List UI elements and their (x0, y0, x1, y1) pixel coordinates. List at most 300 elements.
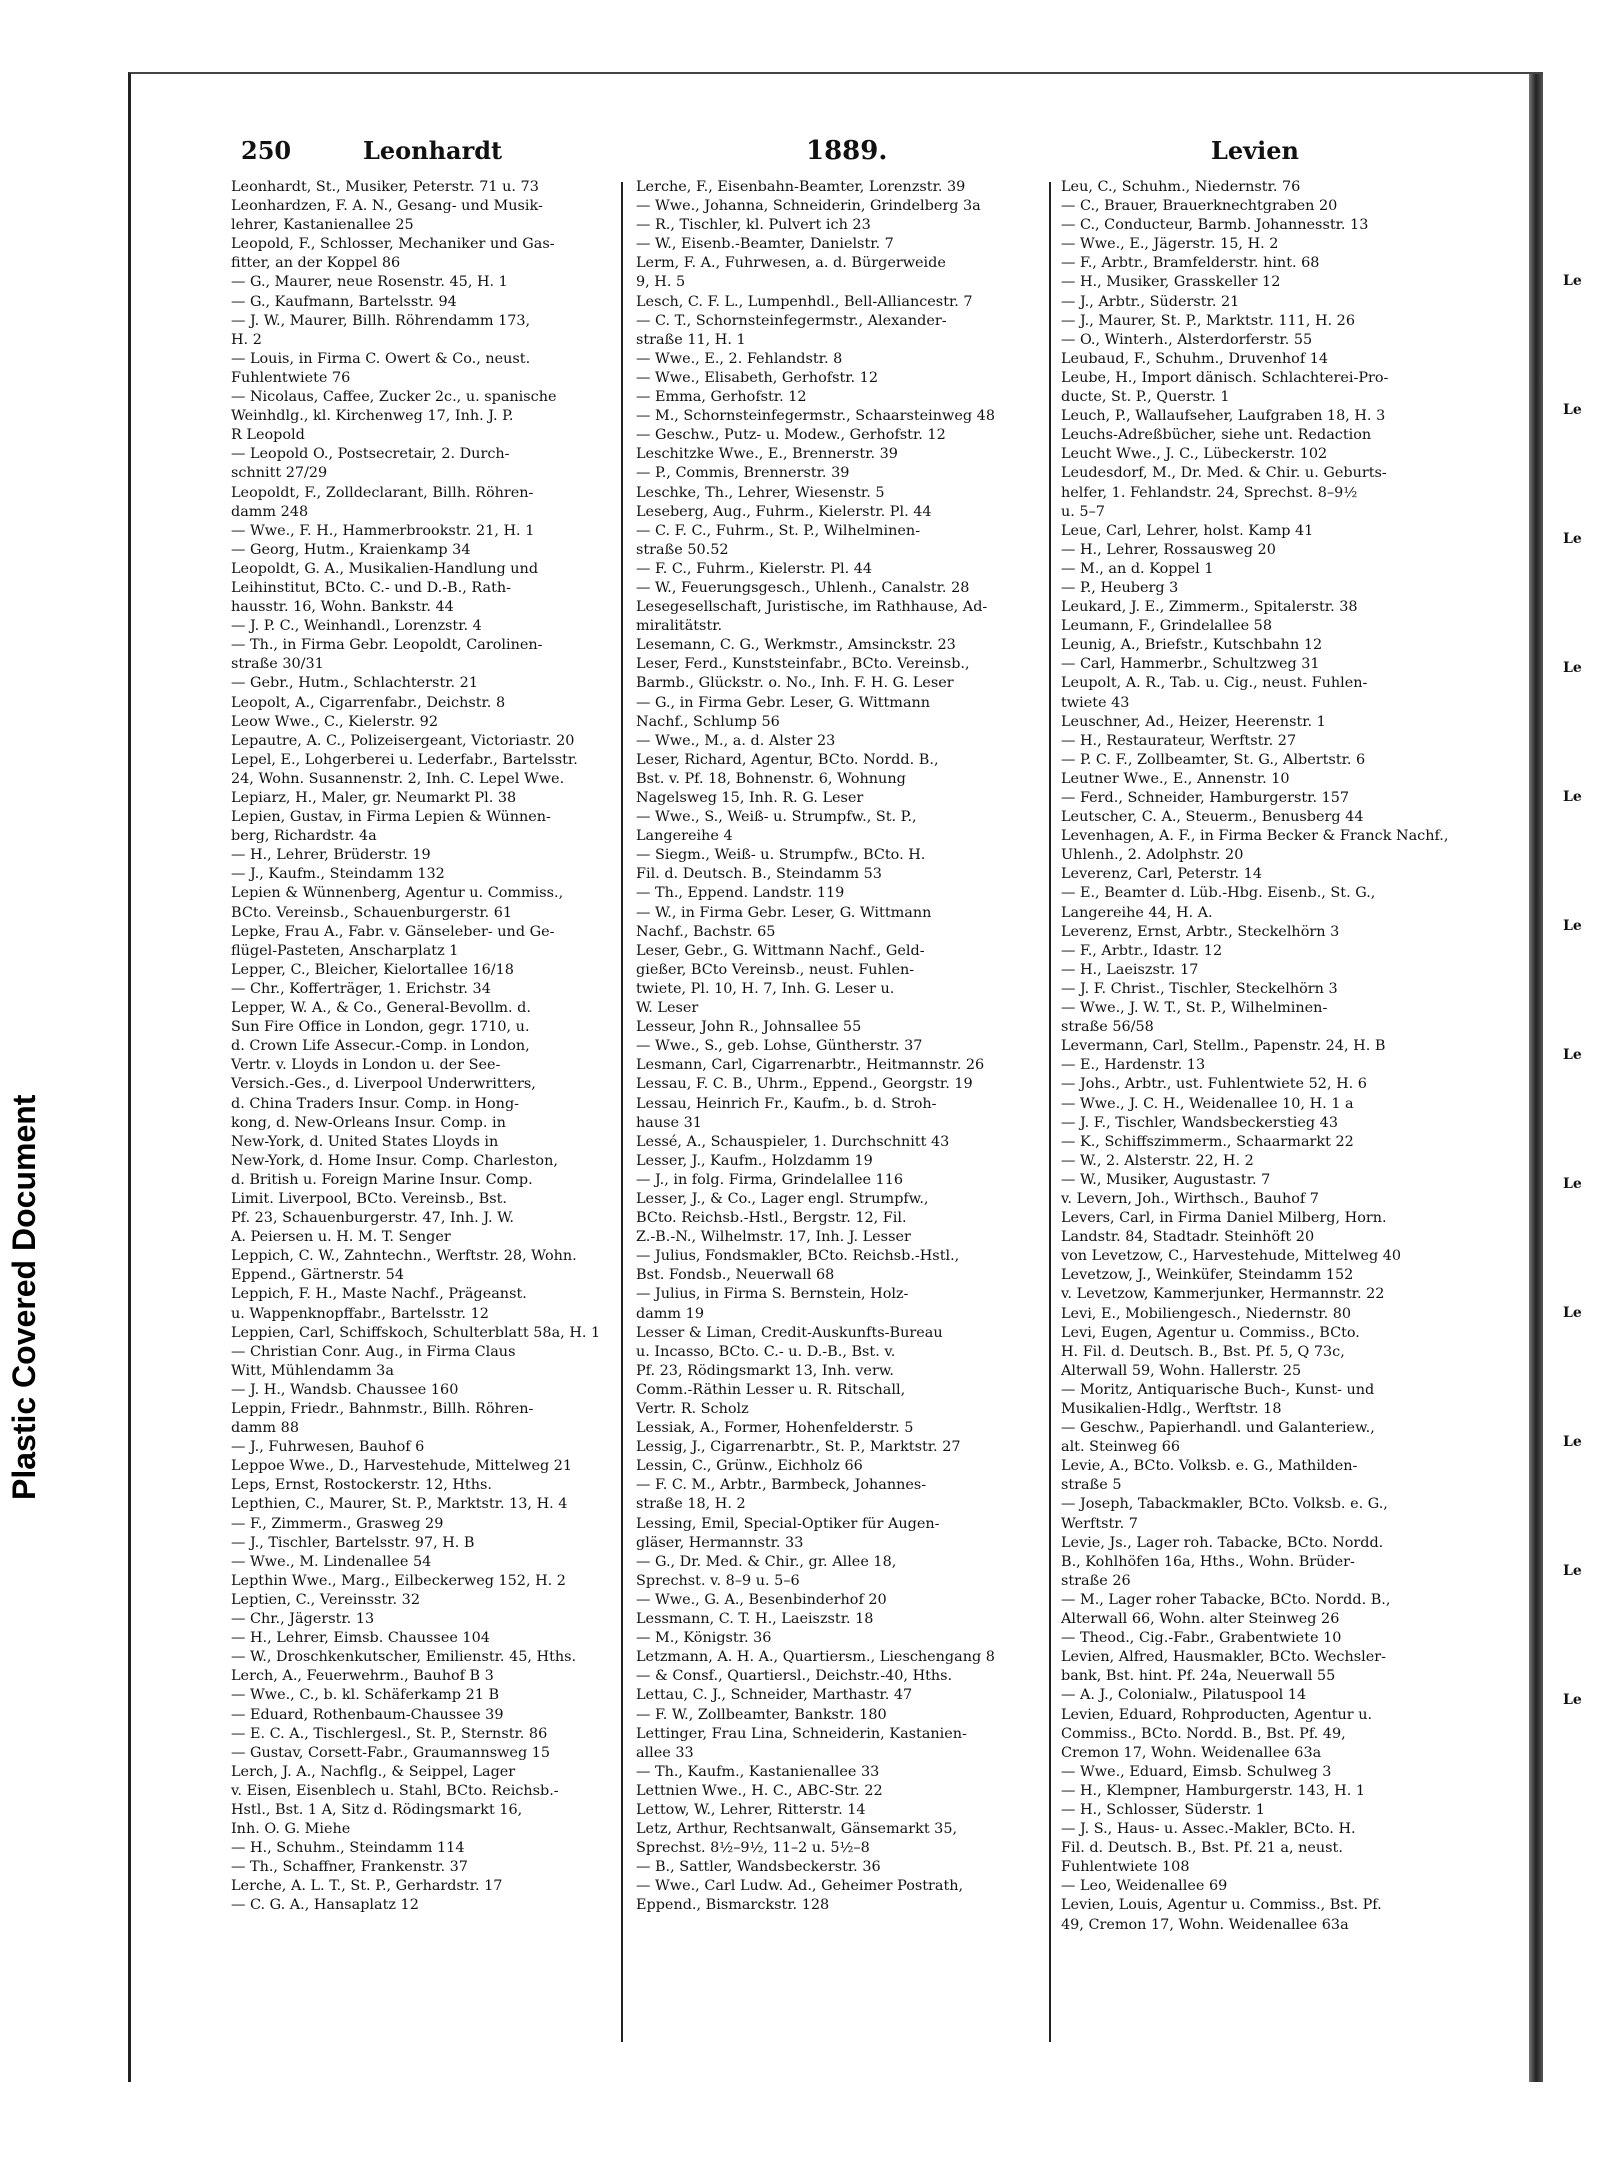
directory-entry-line: Pf. 23, Schauenburgerstr. 47, Inh. J. W. (231, 1210, 514, 1227)
directory-entry-line: Lesch, C. F. L., Lumpenhdl., Bell-Alliancestr. 7 (636, 293, 973, 310)
directory-entry-line: Lepien & Wünnenberg, Agentur u. Commiss., (231, 885, 564, 902)
directory-entry-line: Lessing, Emil, Special-Optiker für Augen- (636, 1515, 940, 1532)
directory-entry-line: Z.-B.-N., Wilhelmstr. 17, Inh. J. Lesser (636, 1229, 911, 1246)
directory-entry-line: hause 31 (636, 1114, 702, 1131)
directory-entry-line: twiete 43 (1061, 694, 1130, 711)
directory-entry-line: u. Wappenknopffabr., Bartelsstr. 12 (231, 1305, 489, 1322)
directory-entry-line: Leppich, C. W., Zahntechn., Werftstr. 28, Wohn. (231, 1248, 577, 1265)
directory-entry-line: Fuhlentwiete 76 (231, 369, 351, 386)
directory-entry-line: Leser, Ferd., Kunststeinfabr., BCto. Vereinsb., (636, 656, 970, 673)
directory-entry-line: 9, H. 5 (636, 274, 686, 291)
directory-entry-line: — J., Kaufm., Steindamm 132 (231, 866, 445, 883)
right-running-head: Levien (1211, 136, 1299, 165)
directory-entry-line: — J., in folg. Firma, Grindelallee 116 (636, 1171, 904, 1188)
directory-entry-line: straße 56/58 (1061, 1019, 1154, 1036)
directory-entry-line: Leopoldt, F., Zolldeclarant, Billh. Röhren- (231, 484, 534, 501)
directory-entry-line: Fil. d. Deutsch. B., Bst. Pf. 21 a, neust. (1061, 1840, 1343, 1857)
directory-entry-line: ducte, St. P., Querstr. 1 (1061, 389, 1230, 406)
directory-entry-line: Sprechst. 8½–9½, 11–2 u. 5½–8 (636, 1840, 870, 1857)
directory-entry-line: — C. G. A., Hansaplatz 12 (231, 1897, 419, 1914)
directory-entry-line: Lettnien Wwe., H. C., ABC-Str. 22 (636, 1782, 883, 1799)
directory-entry-line: Levers, Carl, in Firma Daniel Milberg, Horn. (1061, 1210, 1387, 1227)
directory-entry-line: — K., Schiffszimmerm., Schaarmarkt 22 (1061, 1133, 1354, 1150)
directory-entry-line: Leube, H., Import dänisch. Schlachterei-Pro- (1061, 369, 1389, 386)
directory-entry-line: Langereihe 4 (636, 828, 733, 845)
directory-entry-line: — Christian Conr. Aug., in Firma Claus (231, 1343, 516, 1360)
column-divider (621, 182, 623, 2042)
directory-entry-line: Lepper, C., Bleicher, Kielortallee 16/18 (231, 961, 514, 978)
directory-entry-line: Bst. Fondsb., Neuerwall 68 (636, 1267, 835, 1284)
directory-entry-line: — Wwe., S., Weiß- u. Strumpfw., St. P., (636, 809, 917, 826)
overlay-label: Plastic Covered Document (6, 1094, 42, 1500)
directory-entry-line: Levien, Louis, Agentur u. Commiss., Bst. Pf. (1061, 1897, 1382, 1914)
page-number: 250 (241, 136, 292, 165)
directory-entry-line: — E. C. A., Tischlergesl., St. P., Sternstr. 86 (231, 1725, 548, 1742)
directory-entry-line: Langereihe 44, H. A. (1061, 904, 1213, 921)
directory-entry-line: — Nicolaus, Caffee, Zucker 2c., u. spanische (231, 389, 557, 406)
edge-fragment: Le (1563, 660, 1582, 676)
directory-entry-line: A. Peiersen u. H. M. T. Senger (231, 1229, 451, 1246)
directory-entry-line: fitter, an der Koppel 86 (231, 255, 401, 272)
directory-entry-line: Uhlenh., 2. Adolphstr. 20 (1061, 847, 1244, 864)
directory-entry-line: — H., Musiker, Grasskeller 12 (1061, 274, 1281, 291)
directory-entry-line: Lepautre, A. C., Polizeisergeant, Victoriastr. 20 (231, 732, 575, 749)
directory-entry-line: 49, Cremon 17, Wohn. Weidenallee 63a (1061, 1916, 1349, 1933)
directory-entry-line: Eppend., Bismarckstr. 128 (636, 1897, 830, 1914)
directory-entry-line: — F. C., Fuhrm., Kielerstr. Pl. 44 (636, 560, 873, 577)
directory-entry-line: Lesser & Liman, Credit-Auskunfts-Bureau (636, 1324, 943, 1341)
directory-entry-line: straße 5 (1061, 1477, 1122, 1494)
directory-entry-line: Leuchs-Adreßbücher, siehe unt. Redaction (1061, 427, 1372, 444)
directory-entry-line: Leppich, F. H., Maste Nachf., Prägeanst. (231, 1286, 527, 1303)
directory-entry-line: Leuch, P., Wallaufseher, Laufgraben 18, H. 3 (1061, 408, 1386, 425)
directory-entry-line: — Leo, Weidenallee 69 (1061, 1878, 1228, 1895)
directory-entry-line: — H., Schuhm., Steindamm 114 (231, 1840, 465, 1857)
directory-entry-line: — W., 2. Alsterstr. 22, H. 2 (1061, 1152, 1254, 1169)
directory-entry-line: Lettau, C. J., Schneider, Marthastr. 47 (636, 1687, 913, 1704)
directory-entry-line: straße 11, H. 1 (636, 331, 746, 348)
directory-entry-line: Leihinstitut, BCto. C.- und D.-B., Rath- (231, 579, 512, 596)
directory-entry-line: Witt, Mühlendamm 3a (231, 1362, 394, 1379)
directory-entry-line: — Wwe., E., Jägerstr. 15, H. 2 (1061, 236, 1279, 253)
directory-entry-line: — Eduard, Rothenbaum-Chaussee 39 (231, 1706, 504, 1723)
directory-entry-line: Leukard, J. E., Zimmerm., Spitalerstr. 38 (1061, 599, 1358, 616)
directory-entry-line: BCto. Vereinsb., Schauenburgerstr. 61 (231, 904, 513, 921)
directory-entry-line: B., Kohlhöfen 16a, Hths., Wohn. Brüder- (1061, 1553, 1355, 1570)
directory-entry-line: Alterwall 66, Wohn. alter Steinweg 26 (1061, 1611, 1340, 1628)
directory-entry-line: Leudesdorf, M., Dr. Med. & Chir. u. Geburts- (1061, 465, 1387, 482)
directory-entry-line: Leu, C., Schuhm., Niedernstr. 76 (1061, 179, 1301, 195)
directory-entry-line: Pf. 23, Rödingsmarkt 13, Inh. verw. (636, 1362, 895, 1379)
directory-entry-line: — J. F. Christ., Tischler, Steckelhörn 3 (1061, 980, 1338, 997)
directory-entry-line: Leverenz, Ernst, Arbtr., Steckelhörn 3 (1061, 923, 1340, 940)
directory-entry-line: — Th., Schaffner, Frankenstr. 37 (231, 1859, 468, 1876)
directory-entry-line: — F. W., Zollbeamter, Bankstr. 180 (636, 1706, 887, 1723)
directory-entry-line: — H., Restaurateur, Werftstr. 27 (1061, 732, 1297, 749)
directory-entry-line: Leopoldt, G. A., Musikalien-Handlung und (231, 560, 539, 577)
directory-entry-line: New-York, d. United States Lloyds in (231, 1133, 499, 1150)
directory-entry-line: Leverenz, Carl, Peterstr. 14 (1061, 866, 1262, 883)
directory-entry-line: Bst. v. Pf. 18, Bohnenstr. 6, Wohnung (636, 770, 906, 787)
edge-fragment: Le (1563, 1692, 1582, 1708)
directory-entry-line: Lesser, J., & Co., Lager engl. Strumpfw., (636, 1190, 929, 1207)
directory-entry-line: Leow Wwe., C., Kielerstr. 92 (231, 713, 438, 730)
directory-entry-line: damm 248 (231, 503, 309, 520)
directory-entry-line: — H., Klempner, Hamburgerstr. 143, H. 1 (1061, 1782, 1366, 1799)
directory-entry-line: Lessau, Heinrich Fr., Kaufm., b. d. Stroh- (636, 1095, 937, 1112)
directory-entry-line: Levi, E., Mobiliengesch., Niedernstr. 80 (1061, 1305, 1352, 1322)
directory-entry-line: Leunig, A., Briefstr., Kutschbahn 12 (1061, 637, 1323, 654)
directory-entry-line: — J. F., Tischler, Wandsbeckerstieg 43 (1061, 1114, 1338, 1131)
directory-entry-line: R Leopold (231, 427, 305, 444)
directory-entry-line: Leuschner, Ad., Heizer, Heerenstr. 1 (1061, 713, 1326, 730)
directory-entry-line: — Geschw., Papierhandl. und Galanteriew., (1061, 1420, 1375, 1437)
directory-entry-line: straße 18, H. 2 (636, 1496, 746, 1513)
directory-entry-line: Versich.-Ges., d. Liverpool Underwritters, (231, 1076, 536, 1093)
directory-entry-line: — F., Zimmerm., Grasweg 29 (231, 1515, 444, 1532)
directory-entry-line: Levi, Eugen, Agentur u. Commiss., BCto. (1061, 1324, 1360, 1341)
directory-entry-line: — Johs., Arbtr., ust. Fuhlentwiete 52, H. 6 (1061, 1076, 1367, 1093)
directory-entry-line: — J., Maurer, St. P., Marktstr. 111, H. 26 (1061, 312, 1355, 329)
directory-entry-line: Musikalien-Hdlg., Werftstr. 18 (1061, 1401, 1282, 1417)
running-header (131, 136, 1461, 176)
directory-entry-line: Lessmann, C. T. H., Laeiszstr. 18 (636, 1611, 874, 1628)
directory-entry-line: — H., Laeiszstr. 17 (1061, 961, 1199, 978)
directory-entry-line: Leucht Wwe., J. C., Lübeckerstr. 102 (1061, 446, 1328, 463)
directory-entry-line: — R., Tischler, kl. Pulvert ich 23 (636, 217, 871, 234)
directory-entry-line: — Julius, in Firma S. Bernstein, Holz- (636, 1286, 909, 1303)
directory-entry-line: — Chr., Kofferträger, 1. Erichstr. 34 (231, 980, 491, 997)
directory-entry-line: BCto. Reichsb.-Hstl., Bergstr. 12, Fil. (636, 1210, 907, 1227)
directory-entry-line: v. Levetzow, Kammerjunker, Hermannstr. 22 (1061, 1286, 1385, 1303)
directory-entry-line: — W., Feuerungsgesch., Uhlenh., Canalstr. 28 (636, 579, 970, 596)
directory-entry-line: Letz, Arthur, Rechtsanwalt, Gänsemarkt 35, (636, 1821, 958, 1838)
directory-entry-line: — W., Musiker, Augustastr. 7 (1061, 1171, 1271, 1188)
directory-entry-line: Lesemann, C. G., Werkmstr., Amsinckstr. 23 (636, 637, 956, 654)
scanned-page (128, 72, 1582, 2082)
directory-entry-line: — Carl, Hammerbr., Schultzweg 31 (1061, 656, 1320, 673)
directory-entry-line: miralitätstr. (636, 618, 723, 635)
directory-entry-line: d. British u. Foreign Marine Insur. Comp. (231, 1171, 533, 1188)
directory-entry-line: Sun Fire Office in London, gegr. 1710, u. (231, 1019, 530, 1036)
directory-entry-line: Lepiarz, H., Maler, gr. Neumarkt Pl. 38 (231, 790, 517, 806)
edge-fragment: Le (1563, 531, 1582, 547)
directory-entry-line: Comm.-Räthin Lesser u. R. Ritschall, (636, 1381, 906, 1398)
edge-fragment: Le (1563, 1563, 1582, 1579)
directory-entry-line: u. Incasso, BCto. C.- u. D.-B., Bst. v. (636, 1343, 896, 1360)
directory-entry-line: Leppoe Wwe., D., Harvestehude, Mittelweg 21 (231, 1458, 573, 1475)
directory-entry-line: Levetzow, J., Weinküfer, Steindamm 152 (1061, 1267, 1354, 1284)
directory-entry-line: — Louis, in Firma C. Owert & Co., neust. (231, 350, 531, 367)
directory-entry-line: Lepper, W. A., & Co., General-Bevollm. d. (231, 1000, 531, 1017)
directory-entry-line: Hstl., Bst. 1 A, Sitz d. Rödingsmarkt 16, (231, 1801, 523, 1818)
directory-entry-line: d. Crown Life Assecur.-Comp. in London, (231, 1038, 530, 1055)
directory-entry-line: Leonhardt, St., Musiker, Peterstr. 71 u. 73 (231, 179, 539, 195)
directory-entry-line: Leopold, F., Schlosser, Mechaniker und Gas- (231, 236, 555, 253)
directory-entry-line: Levien, Eduard, Rohproducten, Agentur u. (1061, 1706, 1373, 1723)
directory-entry-line: — Geschw., Putz- u. Modew., Gerhofstr. 12 (636, 427, 946, 444)
directory-entry-line: alt. Steinweg 66 (1061, 1439, 1181, 1456)
directory-entry-line: Lesseur, John R., Johnsallee 55 (636, 1019, 862, 1036)
directory-entry-line: d. China Traders Insur. Comp. in Hong- (231, 1095, 520, 1112)
directory-entry-line: Leubaud, F., Schuhm., Druvenhof 14 (1061, 350, 1329, 367)
left-running-head: Leonhardt (363, 136, 503, 165)
directory-entry-line: — Wwe., J. W. T., St. P., Wilhelminen- (1061, 1000, 1328, 1017)
directory-entry-line: — H., Schlosser, Süderstr. 1 (1061, 1801, 1265, 1818)
directory-entry-line: Fuhlentwiete 108 (1061, 1859, 1190, 1876)
directory-entry-line: — M., an d. Koppel 1 (1061, 560, 1214, 577)
directory-entry-line: Leseberg, Aug., Fuhrm., Kielerstr. Pl. 44 (636, 503, 932, 520)
directory-entry-line: Leonhardzen, F. A. N., Gesang- und Musik- (231, 198, 543, 215)
directory-entry-line: allee 33 (636, 1744, 694, 1761)
directory-entry-line: Lettow, W., Lehrer, Ritterstr. 14 (636, 1801, 866, 1818)
directory-entry-line: — C. T., Schornsteinfegermstr., Alexander- (636, 312, 947, 329)
directory-entry-line: H. 2 (231, 331, 262, 348)
directory-entry-line: — Wwe., E., 2. Fehlandstr. 8 (636, 350, 843, 367)
edge-fragment: Le (1563, 918, 1582, 934)
directory-entry-line: — Gebr., Hutm., Schlachterstr. 21 (231, 675, 478, 692)
directory-entry-line: Lessig, J., Cigarrenarbtr., St. P., Marktstr. 27 (636, 1439, 961, 1456)
directory-entry-line: — Th., Kaufm., Kastanienallee 33 (636, 1763, 880, 1780)
directory-entry-line: — Julius, Fondsmakler, BCto. Reichsb.-Hstl., (636, 1248, 960, 1265)
directory-entry-line: — Wwe., C., b. kl. Schäferkamp 21 B (231, 1687, 500, 1704)
directory-entry-line: berg, Richardstr. 4a (231, 828, 377, 845)
directory-entry-line: Weinhdlg., kl. Kirchenweg 17, Inh. J. P. (231, 408, 514, 425)
directory-entry-line: Lerch, J. A., Nachflg., & Seippel, Lager (231, 1763, 516, 1780)
next-page-edge-fragments (1563, 272, 1623, 1820)
directory-entry-line: — G., in Firma Gebr. Leser, G. Wittmann (636, 694, 931, 711)
directory-entry-line: Leschke, Th., Lehrer, Wiesenstr. 5 (636, 484, 885, 501)
directory-column-right (1061, 178, 1449, 1935)
directory-entry-line: — Wwe., M. Lindenallee 54 (231, 1553, 432, 1570)
directory-entry-line: — Wwe., Eduard, Eimsb. Schulweg 3 (1061, 1763, 1332, 1780)
directory-entry-line: Lesegesellschaft, Juristische, im Rathhause, Ad- (636, 599, 988, 616)
directory-entry-line: damm 88 (231, 1420, 299, 1437)
directory-entry-line: — P. C. F., Zollbeamter, St. G., Albertstr. 6 (1061, 751, 1366, 768)
directory-entry-line: — P., Heuberg 3 (1061, 579, 1179, 596)
directory-entry-line: Leser, Gebr., G. Wittmann Nachf., Geld- (636, 942, 925, 959)
directory-entry-line: — Siegm., Weiß- u. Strumpfw., BCto. H. (636, 847, 926, 864)
directory-entry-line: twiete, Pl. 10, H. 7, Inh. G. Leser u. (636, 980, 895, 997)
directory-entry-line: helfer, 1. Fehlandstr. 24, Sprechst. 8–9½ (1061, 484, 1358, 501)
directory-entry-line: Cremon 17, Wohn. Weidenallee 63a (1061, 1744, 1322, 1761)
directory-entry-line: Levie, Js., Lager roh. Tabacke, BCto. Nordd. (1061, 1534, 1384, 1551)
directory-entry-line: — P., Commis, Brennerstr. 39 (636, 465, 850, 482)
directory-entry-line: Lessiak, A., Former, Hohenfelderstr. 5 (636, 1420, 914, 1437)
directory-entry-line: straße 50.52 (636, 541, 729, 558)
directory-entry-line: lehrer, Kastanienallee 25 (231, 217, 414, 234)
directory-entry-line: Leopolt, A., Cigarrenfabr., Deichstr. 8 (231, 694, 506, 711)
directory-entry-line: — F., Arbtr., Bramfelderstr. hint. 68 (1061, 255, 1320, 272)
directory-entry-line: Leptien, C., Vereinsstr. 32 (231, 1591, 420, 1608)
directory-entry-line: — J. S., Haus- u. Assec.-Makler, BCto. H. (1061, 1821, 1356, 1838)
directory-entry-line: Lettinger, Frau Lina, Schneiderin, Kastanien- (636, 1725, 967, 1742)
directory-entry-line: — Gustav, Corsett-Fabr., Graumannsweg 15 (231, 1744, 551, 1761)
directory-entry-line: Alterwall 59, Wohn. Hallerstr. 25 (1061, 1362, 1302, 1379)
directory-entry-line: Lepthien, C., Maurer, St. P., Marktstr. 13, H. 4 (231, 1496, 568, 1513)
directory-entry-line: — H., Lehrer, Rossausweg 20 (1061, 541, 1276, 558)
directory-entry-line: v. Eisen, Eisenblech u. Stahl, BCto. Reichsb.- (231, 1782, 559, 1799)
directory-entry-line: — M., Schornsteinfegermstr., Schaarsteinweg 48 (636, 408, 995, 425)
directory-entry-line: — C., Brauer, Brauerknechtgraben 20 (1061, 198, 1338, 215)
directory-entry-line: v. Levern, Joh., Wirthsch., Bauhof 7 (1061, 1190, 1319, 1207)
directory-entry-line: Levie, A., BCto. Volksb. e. G., Mathilden- (1061, 1458, 1358, 1475)
directory-entry-line: Leue, Carl, Lehrer, holst. Kamp 41 (1061, 522, 1314, 539)
directory-entry-line: — Ferd., Schneider, Hamburgerstr. 157 (1061, 790, 1350, 806)
directory-entry-line: — G., Kaufmann, Bartelsstr. 94 (231, 293, 457, 310)
directory-entry-line: — Th., in Firma Gebr. Leopoldt, Carolinen- (231, 637, 543, 654)
directory-entry-line: Nagelsweg 15, Inh. R. G. Leser (636, 790, 864, 806)
directory-entry-line: — Theod., Cig.-Fabr., Grabentwiete 10 (1061, 1630, 1342, 1647)
directory-entry-line: bank, Bst. hint. Pf. 24a, Neuerwall 55 (1061, 1668, 1336, 1685)
directory-entry-line: Lesmann, Carl, Cigarrenarbtr., Heitmannstr. 26 (636, 1057, 985, 1074)
directory-entry-line: Leutscher, C. A., Steuerm., Benusberg 44 (1061, 809, 1364, 826)
directory-entry-line: u. 5–7 (1061, 503, 1105, 520)
directory-entry-line: — J., Arbtr., Süderstr. 21 (1061, 293, 1240, 310)
directory-entry-line: — Wwe., S., geb. Lohse, Güntherstr. 37 (636, 1038, 923, 1055)
directory-entry-line: — J., Tischler, Bartelsstr. 97, H. B (231, 1534, 475, 1551)
directory-entry-line: gießer, BCto Vereinsb., neust. Fuhlen- (636, 961, 915, 978)
directory-entry-line: — Wwe., G. A., Besenbinderhof 20 (636, 1591, 887, 1608)
directory-entry-line: — Joseph, Tabackmakler, BCto. Volksb. e. G., (1061, 1496, 1388, 1513)
directory-entry-line: — M., Lager roher Tabacke, BCto. Nordd. B., (1061, 1591, 1391, 1608)
directory-entry-line: — E., Beamter d. Lüb.-Hbg. Eisenb., St. G., (1061, 885, 1376, 902)
directory-entry-line: — M., Königstr. 36 (636, 1630, 772, 1647)
directory-entry-line: — Wwe., F. H., Hammerbrookstr. 21, H. 1 (231, 522, 535, 539)
directory-entry-line: — Georg, Hutm., Kraienkamp 34 (231, 541, 471, 558)
directory-entry-line: Vertr. R. Scholz (636, 1401, 749, 1417)
directory-entry-line: Barmb., Glückstr. o. No., Inh. F. H. G. Leser (636, 675, 954, 692)
directory-entry-line: — Leopold O., Postsecretair, 2. Durch- (231, 446, 510, 463)
directory-entry-line: Lerche, A. L. T., St. P., Gerhardstr. 17 (231, 1878, 503, 1895)
directory-entry-line: straße 26 (1061, 1572, 1131, 1589)
directory-entry-line: Leupolt, A. R., Tab. u. Cig., neust. Fuhlen- (1061, 675, 1368, 692)
directory-entry-line: — G., Maurer, neue Rosenstr. 45, H. 1 (231, 274, 508, 291)
directory-entry-line: Lessau, F. C. B., Uhrm., Eppend., Georgstr. 19 (636, 1076, 973, 1093)
directory-entry-line: — Wwe., M., a. d. Alster 23 (636, 732, 836, 749)
directory-entry-line: Leutner Wwe., E., Annenstr. 10 (1061, 770, 1290, 787)
directory-entry-line: — F., Arbtr., Idastr. 12 (1061, 942, 1223, 959)
directory-entry-line: Werftstr. 7 (1061, 1515, 1138, 1532)
directory-entry-line: Levenhagen, A. F., in Firma Becker & Franck Nachf., (1061, 828, 1449, 845)
directory-entry-line: — J., Fuhrwesen, Bauhof 6 (231, 1439, 425, 1456)
directory-entry-line: — W., in Firma Gebr. Leser, G. Wittmann (636, 904, 932, 921)
directory-entry-line: Nachf., Bachstr. 65 (636, 923, 776, 940)
directory-entry-line: — B., Sattler, Wandsbeckerstr. 36 (636, 1859, 881, 1876)
directory-entry-line: — Emma, Gerhofstr. 12 (636, 389, 807, 406)
directory-entry-line: — & Consf., Quartiersl., Deichstr.-40, Hths. (636, 1668, 953, 1685)
directory-entry-line: Lessin, C., Grünw., Eichholz 66 (636, 1458, 863, 1475)
directory-entry-line: — H., Lehrer, Eimsb. Chaussee 104 (231, 1630, 490, 1647)
directory-entry-line: Leumann, F., Grindelallee 58 (1061, 618, 1272, 635)
directory-entry-line: — W., Eisenb.-Beamter, Danielstr. 7 (636, 236, 894, 253)
directory-entry-line: Nachf., Schlump 56 (636, 713, 780, 730)
directory-entry-line: Inh. O. G. Miehe (231, 1821, 351, 1838)
directory-entry-line: straße 30/31 (231, 656, 324, 673)
directory-entry-line: damm 19 (636, 1305, 704, 1322)
directory-entry-line: — C. F. C., Fuhrm., St. P., Wilhelminen- (636, 522, 921, 539)
directory-entry-line: kong, d. New-Orleans Insur. Comp. in (231, 1114, 506, 1131)
directory-entry-line: gläser, Hermannstr. 33 (636, 1534, 804, 1551)
column-divider (1049, 182, 1051, 2042)
edge-fragment: Le (1563, 402, 1582, 418)
directory-entry-line: Lesser, J., Kaufm., Holzdamm 19 (636, 1152, 873, 1169)
directory-entry-line: — Wwe., J. C. H., Weidenallee 10, H. 1 a (1061, 1095, 1354, 1112)
directory-entry-line: — Wwe., Johanna, Schneiderin, Grindelberg 3a (636, 198, 981, 215)
directory-entry-line: Lepke, Frau A., Fabr. v. Gänseleber- und Ge- (231, 923, 555, 940)
directory-entry-line: — Th., Eppend. Landstr. 119 (636, 885, 845, 902)
directory-entry-line: flügel-Pasteten, Anscharplatz 1 (231, 942, 459, 959)
directory-entry-line: — Moritz, Antiquarische Buch-, Kunst- und (1061, 1381, 1375, 1398)
directory-entry-line: Sprechst. v. 8–9 u. 5–6 (636, 1572, 800, 1589)
directory-entry-line: — Chr., Jägerstr. 13 (231, 1611, 375, 1628)
directory-entry-line: — Wwe., Elisabeth, Gerhofstr. 12 (636, 369, 878, 386)
directory-entry-line: — W., Droschkenkutscher, Emilienstr. 45, Hths. (231, 1649, 577, 1666)
directory-entry-line: Leps, Ernst, Rostockerstr. 12, Hths. (231, 1477, 492, 1494)
edge-fragment: Le (1563, 1305, 1582, 1321)
directory-entry-line: Limit. Liverpool, BCto. Vereinsb., Bst. (231, 1190, 508, 1207)
edge-fragment: Le (1563, 1176, 1582, 1192)
edge-fragment: Le (1563, 273, 1582, 289)
directory-entry-line: — H., Lehrer, Brüderstr. 19 (231, 847, 431, 864)
directory-entry-line: Lepthin Wwe., Marg., Eilbeckerweg 152, H. 2 (231, 1572, 566, 1589)
directory-entry-line: — A. J., Colonialw., Pilatuspool 14 (1061, 1687, 1307, 1704)
edge-fragment: Le (1563, 1434, 1582, 1450)
directory-entry-line: — G., Dr. Med. & Chir., gr. Allee 18, (636, 1553, 897, 1570)
book-spine (1529, 74, 1543, 2082)
directory-entry-line: Lerche, F., Eisenbahn-Beamter, Lorenzstr. 39 (636, 179, 966, 195)
directory-entry-line: Landstr. 84, Stadtadr. Steinhöft 20 (1061, 1229, 1315, 1246)
directory-entry-line: Lerch, A., Feuerwehrm., Bauhof B 3 (231, 1668, 494, 1685)
edge-fragment: Le (1563, 789, 1582, 805)
directory-entry-line: Commiss., BCto. Nordd. B., Bst. Pf. 49, (1061, 1725, 1346, 1742)
directory-entry-line: Leppien, Carl, Schiffskoch, Schulterblatt 58a, H. 1 (231, 1324, 601, 1341)
directory-entry-line: Levermann, Carl, Stellm., Papenstr. 24, H. B (1061, 1038, 1386, 1055)
directory-entry-line: — F. C. M., Arbtr., Barmbeck, Johannes- (636, 1477, 927, 1494)
directory-entry-line: Leser, Richard, Agentur, BCto. Nordd. B., (636, 751, 939, 768)
directory-entry-line: — C., Conducteur, Barmb. Johannesstr. 13 (1061, 217, 1369, 234)
directory-entry-line: Letzmann, A. H. A., Quartiersm., Lieschengang 8 (636, 1649, 995, 1666)
directory-entry-line: Fil. d. Deutsch. B., Steindamm 53 (636, 866, 882, 883)
directory-entry-line: — E., Hardenstr. 13 (1061, 1057, 1206, 1074)
directory-entry-line: Vertr. v. Lloyds in London u. der See- (231, 1057, 501, 1074)
directory-column-left (231, 178, 601, 1916)
directory-entry-line: Lepien, Gustav, in Firma Lepien & Wünnen- (231, 809, 551, 826)
directory-entry-line: Leschitzke Wwe., E., Brennerstr. 39 (636, 446, 898, 463)
directory-entry-line: — J. H., Wandsb. Chaussee 160 (231, 1381, 459, 1398)
directory-entry-line: schnitt 27/29 (231, 465, 328, 482)
year-heading: 1889. (806, 136, 888, 166)
directory-entry-line: Levien, Alfred, Hausmakler, BCto. Wechsler- (1061, 1649, 1387, 1666)
directory-entry-line: H. Fil. d. Deutsch. B., Bst. Pf. 5, Q 73c, (1061, 1343, 1345, 1360)
directory-entry-line: Lepel, E., Lohgerberei u. Lederfabr., Bartelsstr. (231, 751, 578, 768)
directory-entry-line: Lerm, F. A., Fuhrwesen, a. d. Bürgerweide (636, 255, 946, 272)
directory-column-middle (636, 178, 995, 1916)
directory-entry-line: W. Leser (636, 1000, 699, 1017)
edge-fragment: Le (1563, 1047, 1582, 1063)
directory-entry-line: — Wwe., Carl Ludw. Ad., Geheimer Postrath, (636, 1878, 964, 1895)
directory-entry-line: — J. P. C., Weinhandl., Lorenzstr. 4 (231, 618, 482, 635)
directory-entry-line: — J. W., Maurer, Billh. Röhrendamm 173, (231, 312, 531, 329)
directory-entry-line: New-York, d. Home Insur. Comp. Charleston, (231, 1152, 558, 1169)
directory-entry-line: von Levetzow, C., Harvestehude, Mittelweg 40 (1061, 1248, 1402, 1265)
directory-entry-line: — O., Winterh., Alsterdorferstr. 55 (1061, 331, 1313, 348)
directory-entry-line: 24, Wohn. Susannenstr. 2, Inh. C. Lepel Wwe. (231, 770, 565, 787)
directory-entry-line: Eppend., Gärtnerstr. 54 (231, 1267, 404, 1284)
directory-entry-line: Leppin, Friedr., Bahnmstr., Billh. Röhren- (231, 1401, 534, 1417)
page-content (131, 74, 1582, 2082)
directory-entry-line: hausstr. 16, Wohn. Bankstr. 44 (231, 599, 454, 616)
